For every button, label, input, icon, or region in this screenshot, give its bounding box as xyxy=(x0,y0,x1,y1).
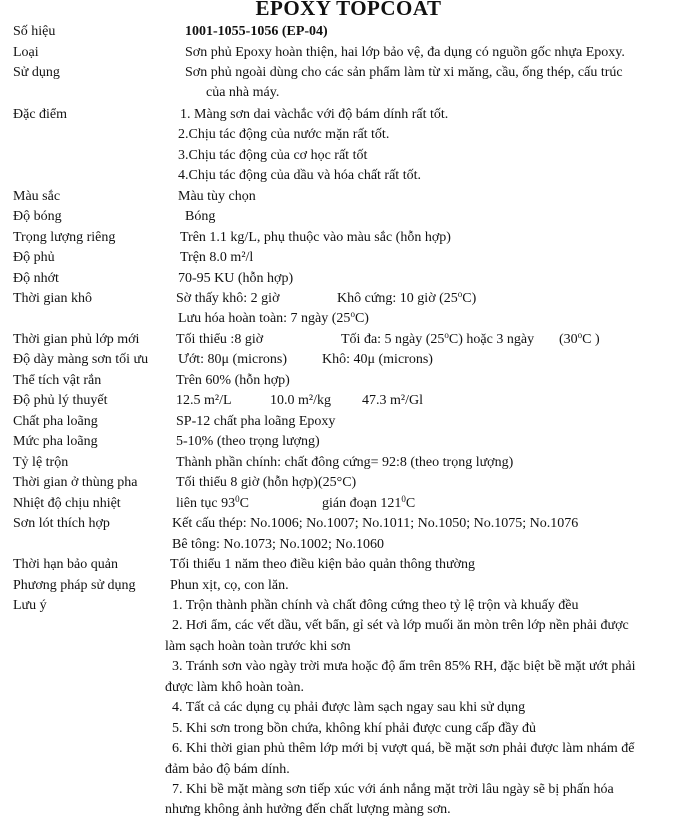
label-son-lot: Sơn lót thích hợp xyxy=(13,516,110,531)
value-so-thay-kho: Sờ thấy khô: 2 giờ xyxy=(176,291,280,306)
label-do-day: Độ dày màng sơn tối ưu xyxy=(13,352,149,367)
value-son-lot-line2: Bê tông: No.1073; No.1002; No.1060 xyxy=(172,537,384,552)
note-line: 5. Khi sơn trong bồn chứa, không khí phải được cung cấp đầy đủ xyxy=(172,721,536,736)
label-thoi-han: Thời hạn bảo quản xyxy=(13,557,118,572)
label-do-bong: Độ bóng xyxy=(13,209,62,224)
value-kho-cung: Khô cứng: 10 giờ (25$^o$C) xyxy=(337,289,477,306)
note-line: làm sạch hoàn toàn trước khi sơn xyxy=(165,639,351,654)
label-chat-pha-loang: Chất pha loãng xyxy=(13,414,98,429)
value-trong-luong-rieng: Trên 1.1 kg/L, phụ thuộc vào màu sắc (hỗn hợp) xyxy=(180,230,451,245)
note-line: nhưng không ảnh hưởng đến chất lượng màng sơn. xyxy=(165,802,451,817)
value-son-lot-line1: Kết cấu thép: No.1006; No.1007; No.1011; No.1050; No.1075; No.1076 xyxy=(172,516,579,531)
label-su-dung: Sử dụng xyxy=(13,65,60,80)
note-line: 3. Tránh sơn vào ngày trời mưa hoặc độ ẩm trên 85% RH, đặc biệt bề mặt ướt phải xyxy=(172,659,636,674)
note-line: 1. Trộn thành phần chính và chất đông cứng theo tỷ lệ trộn và khuấy đều xyxy=(172,598,579,613)
value-toi-thieu: Tối thiểu :8 giờ xyxy=(176,332,264,347)
value-toi-da-30c: (30$^o$C ) xyxy=(559,330,600,347)
value-dac-diem-2: 2.Chịu tác động của nước mặn rất tốt. xyxy=(178,127,390,142)
label-phu-lop-moi: Thời gian phủ lớp mới xyxy=(13,332,140,347)
value-loai: Sơn phủ Epoxy hoàn thiện, hai lớp bảo vệ, đa dụng có nguồn gốc nhựa Epoxy. xyxy=(185,45,625,60)
label-loai: Loại xyxy=(13,45,39,60)
label-nhiet-do: Nhiệt độ chịu nhiệt xyxy=(13,496,121,511)
note-line: được làm khô hoàn toàn. xyxy=(165,680,305,695)
note-line: 7. Khi bề mặt màng sơn tiếp xúc với ánh nắng mặt trời lâu ngày sẽ bị phấn hóa xyxy=(172,782,614,797)
value-do-nhot: 70-95 KU (hỗn hợp) xyxy=(178,271,294,286)
value-mau-sac: Màu tùy chọn xyxy=(178,189,256,204)
label-dac-diem: Đặc điểm xyxy=(13,107,68,122)
value-dac-diem-1: 1. Màng sơn dai vàchắc với độ bám dính rất tốt. xyxy=(180,107,449,122)
label-do-phu: Độ phủ xyxy=(13,250,55,265)
note-line: 4. Tất cả các dụng cụ phải được làm sạch ngay sau khi sử dụng xyxy=(172,700,526,715)
label-phuong-phap: Phương pháp sử dụng xyxy=(13,578,136,593)
label-so-hieu: Số hiệu xyxy=(13,24,56,39)
value-the-tich: Trên 60% (hỗn hợp) xyxy=(176,373,290,388)
value-phuong-phap: Phun xịt, cọ, con lăn. xyxy=(170,578,289,593)
note-line: 2. Hơi ẩm, các vết dầu, vết bẩn, gỉ sét và lớp muối ăn mòn trên lớp nền phải được xyxy=(172,618,629,633)
label-mau-sac: Màu sắc xyxy=(13,189,61,204)
label-thoi-gian-kho: Thời gian khô xyxy=(13,291,92,306)
label-trong-luong-rieng: Trọng lượng riêng xyxy=(13,230,116,245)
value-thoi-han: Tối thiểu 1 năm theo điều kiện bảo quản thông thường xyxy=(170,557,476,572)
value-toi-da: Tối đa: 5 ngày (25$^o$C) hoặc 3 ngày xyxy=(341,330,535,347)
value-so-hieu: 1001-1055-1056 (EP-04) xyxy=(185,24,328,39)
value-phu-m2gl: 47.3 m²/Gl xyxy=(362,393,423,408)
label-muc-pha-loang: Mức pha loãng xyxy=(13,434,98,449)
label-thoi-gian-thung-pha: Thời gian ở thùng pha xyxy=(13,475,138,490)
value-dac-diem-4: 4.Chịu tác động của dầu và hóa chất rất tốt. xyxy=(178,168,421,183)
label-luu-y: Lưu ý xyxy=(13,598,47,613)
note-line: đảm bảo độ bám dính. xyxy=(165,762,290,777)
value-uot: Ướt: 80μ (microns) xyxy=(178,352,287,367)
value-dac-diem-3: 3.Chịu tác động của cơ học rất tốt xyxy=(178,148,368,163)
value-muc-pha-loang: 5-10% (theo trọng lượng) xyxy=(176,434,320,449)
value-su-dung-line2: của nhà máy. xyxy=(206,85,280,100)
value-gian-doan: gián đoạn $121^0C$ xyxy=(322,494,416,511)
value-kho: Khô: 40μ (microns) xyxy=(322,352,433,367)
value-phu-m2kg: 10.0 m²/kg xyxy=(270,393,331,408)
value-do-phu: Trện 8.0 m²/l xyxy=(180,250,254,265)
value-su-dung-line1: Sơn phủ ngoài dùng cho các sản phẩm làm từ xi măng, cầu, ống thép, cấu trúc xyxy=(185,65,623,80)
value-thoi-gian-thung-pha: Tối thiểu 8 giờ (hỗn hợp)(25°C) xyxy=(176,475,357,490)
label-do-nhot: Độ nhớt xyxy=(13,271,59,286)
value-ty-le-tron: Thành phần chính: chất đông cứng= 92:8 (theo trọng lượng) xyxy=(176,455,514,470)
label-ty-le-tron: Tỷ lệ trộn xyxy=(13,455,69,470)
document-title: EPOXY TOPCOAT xyxy=(255,0,442,20)
value-phu-m2l: 12.5 m²/L xyxy=(176,393,232,408)
value-do-bong: Bóng xyxy=(185,209,216,224)
value-chat-pha-loang: SP-12 chất pha loãng Epoxy xyxy=(176,414,336,429)
label-do-phu-ly-thuyet: Độ phủ lý thuyết xyxy=(13,393,108,408)
value-lien-tuc: liên tục $93^0C$ xyxy=(176,494,249,511)
label-the-tich: Thể tích vật rắn xyxy=(13,373,102,388)
note-line: 6. Khi thời gian phủ thêm lớp mới bị vượt quá, bề mặt sơn phải được làm nhám để xyxy=(172,741,635,756)
value-luu-hoa: Lưu hóa hoàn toàn: 7 ngày (25$^o$C) xyxy=(178,309,369,326)
